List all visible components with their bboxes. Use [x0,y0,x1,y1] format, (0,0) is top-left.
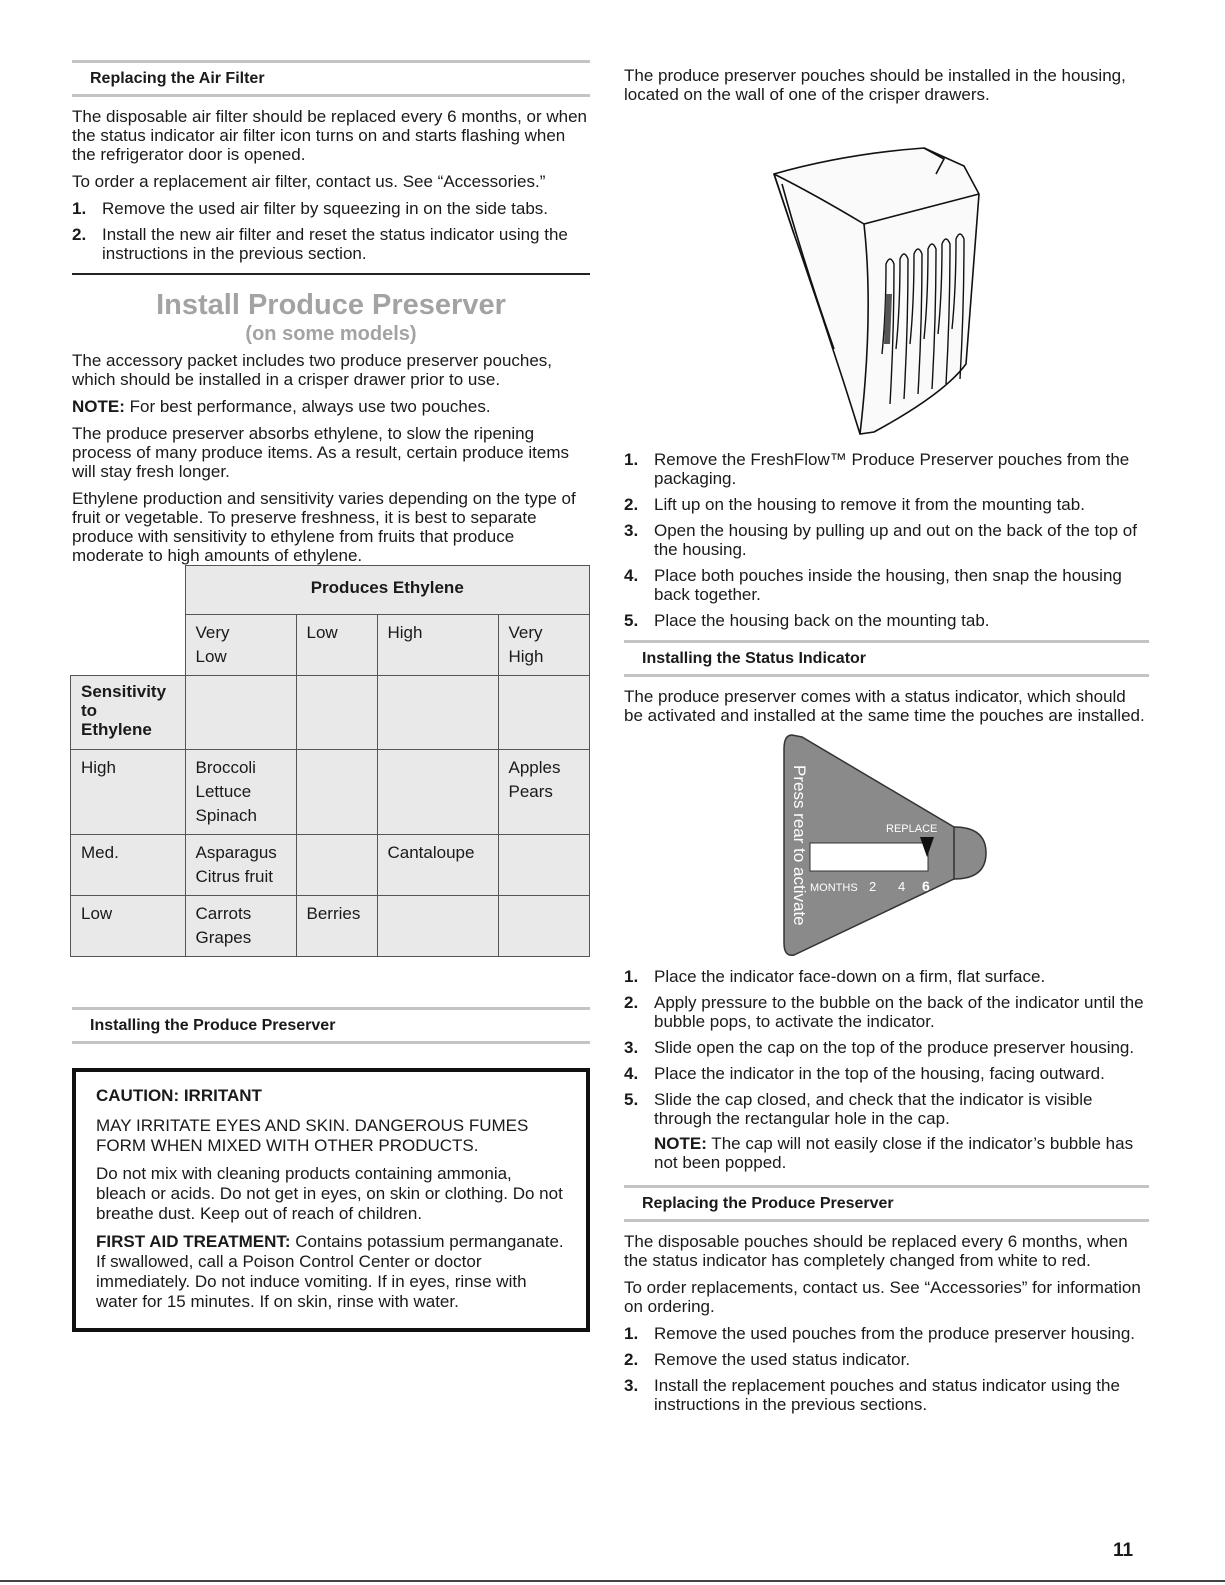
list-item: 2. Remove the used status indicator. [624,1350,911,1369]
list-item: 1. Remove the FreshFlow™ Produce Preserver pouches from the packaging. [624,450,1130,488]
column-header: High [377,615,498,676]
sensitivity-header: Sensitivity to Ethylene [71,676,186,750]
intro-paragraph: The accessory packet includes two produce preserver pouches, which should be installed in a crisper drawer prior to use. [72,351,553,389]
list-item: 3. Install the replacement pouches and status indicator using the instructions in the previous sections. [624,1376,1120,1414]
air-filter-heading: Replacing the Air Filter [72,60,590,97]
column-header: Very Low [185,615,296,676]
list-item: 4. Place the indicator in the top of the housing, facing outward. [624,1064,1105,1083]
housing-intro: The produce preserver pouches should be installed in the housing, located on the wall of one of the crisper drawers. [624,66,1126,104]
section-divider [72,273,590,275]
column-header: Low [296,615,377,676]
month-4-label: 4 [898,879,906,894]
replacing-paragraph: The disposable pouches should be replaced every 6 months, when the status indicator has completely changed from white to red. [624,1232,1128,1270]
status-note: NOTE: The cap will not easily close if the indicator’s bubble has not been popped. [654,1134,1134,1172]
status-intro: The produce preserver comes with a status indicator, which should be activated and installed at the same time the pouches are installed. [624,687,1145,725]
page-number: 11 [1113,1540,1134,1561]
list-item: 5. Place the housing back on the mounting tab. [624,611,990,630]
list-item: 3. Open the housing by pulling up and out on the back of the top of the housing. [624,521,1137,559]
list-item: 1. Place the indicator face-down on a firm, flat surface. [624,967,1046,986]
table-row: High Broccoli Lettuce Spinach Apples Pears [71,750,590,835]
housing-steps [624,450,1149,630]
caution-title: CAUTION: IRRITANT [96,1086,262,1105]
caution-instructions: Do not mix with cleaning products containing ammonia, bleach or acids. Do not get in eyes, on skin or clothing. Do not breathe dust. Keep out of reach of children. [96,1164,563,1223]
caution-warning: MAY IRRITATE EYES AND SKIN. DANGEROUS FUMES FORM WHEN MIXED WITH OTHER PRODUCTS. [96,1116,529,1155]
table-row: Low Carrots Grapes Berries [71,896,590,957]
ethylene-paragraph: The produce preserver absorbs ethylene, to slow the ripening process of many produce items. As a result, certain produce items will stay fresh longer. [72,424,570,481]
column-header: Very High [498,615,590,676]
installing-heading: Installing the Produce Preserver [72,1007,590,1044]
note-paragraph: NOTE: For best performance, always use two pouches. [72,397,491,416]
section-subtitle: (on some models) [245,323,417,345]
first-aid: FIRST AID TREATMENT: Contains potassium permanganate. If swallowed, call a Poison Control Center or doctor immediately. Do not induce vomiting. If in eyes, rinse with water for 15 minutes. If on skin, rinse with water. [96,1232,564,1311]
sensitivity-paragraph: Ethylene production and sensitivity varies depending on the type of fruit or vegetable. To preserve freshness, it is best to separate produce with sensitivity to ethylene from fruits that produce moderate to high amounts of ethylene. [72,489,576,565]
list-item: 1. Remove the used air filter by squeezing in on the side tabs. [72,199,549,218]
air-filter-steps [72,199,590,263]
status-indicator-heading: Installing the Status Indicator [624,640,1149,677]
air-filter-paragraph: The disposable air filter should be replaced every 6 months, or when the status indicator air filter icon turns on and starts flashing when the refrigerator door is opened. [72,107,588,164]
list-item: 1. Remove the used pouches from the produce preserver housing. [624,1324,1135,1343]
replacing-order-paragraph: To order replacements, contact us. See “Accessories” for information on ordering. [624,1278,1141,1316]
months-label: MONTHS [810,882,858,894]
produce-preserver-housing-illustration [624,114,1149,450]
right-column [624,66,1149,1421]
list-item: 2. Lift up on the housing to remove it from the mounting tab. [624,495,1085,514]
section-title: Install Produce Preserver [156,289,506,321]
list-item: 5. Slide the cap closed, and check that the indicator is visible through the rectangular hole in the cap. NOTE: The cap will not easily close if the indicator’s bubble has not been popped. [624,1090,1149,1172]
produces-ethylene-header: Produces Ethylene [185,566,590,615]
bottom-rule [0,1580,1225,1582]
replace-label: REPLACE [886,823,938,835]
status-indicator-illustration [624,729,1149,963]
status-steps [624,967,1149,1172]
table-row: Med. Asparagus Citrus fruit Cantaloupe [71,835,590,896]
air-filter-order-paragraph: To order a replacement air filter, contact us. See “Accessories.” [72,172,546,191]
replacing-steps [624,1324,1149,1414]
list-item: 4. Place both pouches inside the housing, then snap the housing back together. [624,566,1122,604]
month-2-label: 2 [869,879,877,894]
replacing-heading: Replacing the Produce Preserver [624,1185,1149,1222]
ethylene-table [70,565,590,957]
left-column [72,60,590,1332]
month-6-label: 6 [922,878,930,894]
press-rear-label: Press rear to activate [790,765,809,926]
list-item: 2. Install the new air filter and reset the status indicator using the instructions in the previous section. [72,225,568,263]
caution-box [72,1068,590,1332]
list-item: 3. Slide open the cap on the top of the produce preserver housing. [624,1038,1135,1057]
list-item: 2. Apply pressure to the bubble on the back of the indicator until the bubble pops, to activate the indicator. [624,993,1144,1031]
